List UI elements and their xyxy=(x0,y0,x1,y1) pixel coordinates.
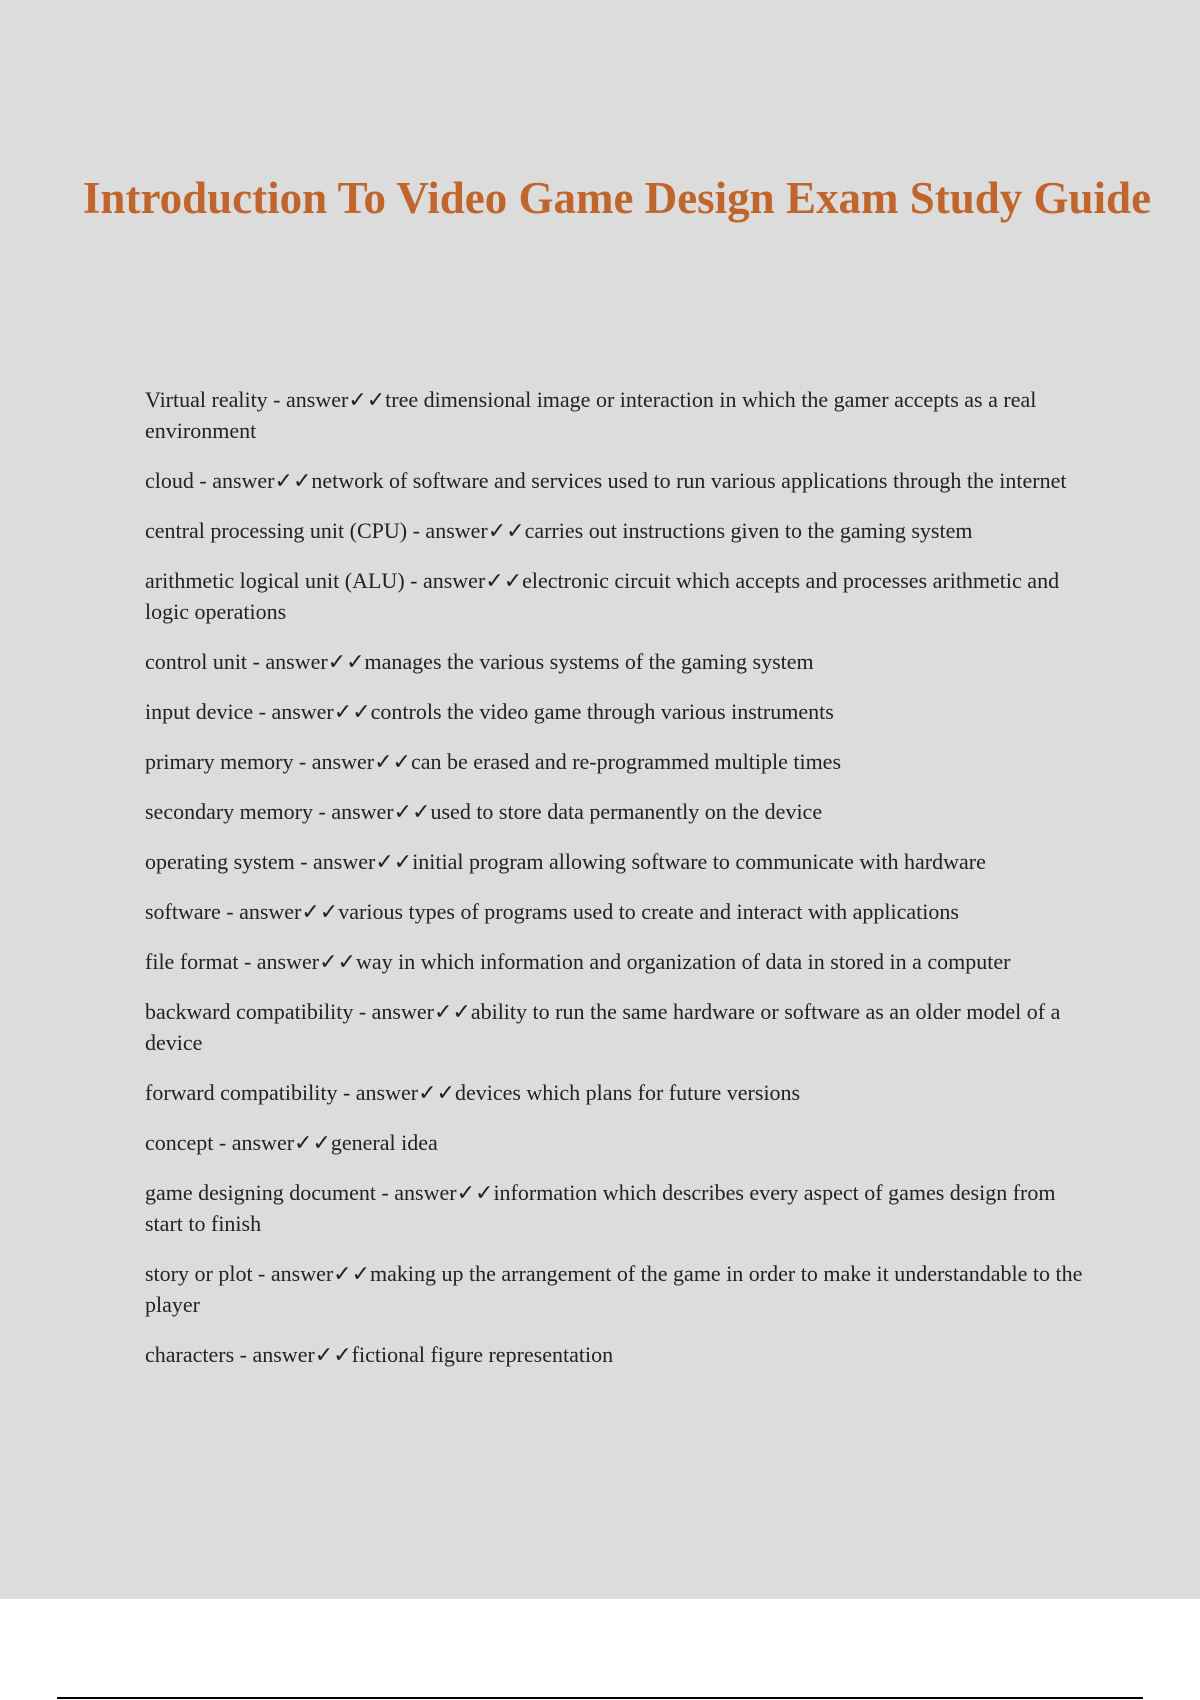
term-entry: arithmetic logical unit (ALU) - answer✓✓electronic circuit which accepts and processes arithmetic and logic operations xyxy=(145,568,1060,624)
term-entry: input device - answer✓✓controls the video game through various instruments xyxy=(145,699,834,724)
term-entry: file format - answer✓✓way in which information and organization of data in stored in a computer xyxy=(145,949,1011,974)
term-entry: secondary memory - answer✓✓used to store data permanently on the device xyxy=(145,799,823,824)
term-entry: game designing document - answer✓✓information which describes every aspect of games design from start to finish xyxy=(145,1180,1056,1236)
term-entry: concept - answer✓✓general idea xyxy=(145,1130,438,1155)
term-entry: control unit - answer✓✓manages the various systems of the gaming system xyxy=(145,649,814,674)
term-list xyxy=(145,384,1085,1389)
term-entry: Virtual reality - answer✓✓tree dimensional image or interaction in which the gamer accepts as a real environment xyxy=(145,387,1037,443)
term-entry: cloud - answer✓✓network of software and services used to run various applications through the internet xyxy=(145,468,1067,493)
term-entry: story or plot - answer✓✓making up the arrangement of the game in order to make it understandable to the player xyxy=(145,1261,1083,1317)
term-entry: operating system - answer✓✓initial program allowing software to communicate with hardware xyxy=(145,849,986,874)
term-entry: central processing unit (CPU) - answer✓✓carries out instructions given to the gaming system xyxy=(145,518,973,543)
term-entry: characters - answer✓✓fictional figure representation xyxy=(145,1342,614,1367)
term-entry: primary memory - answer✓✓can be erased and re-programmed multiple times xyxy=(145,749,842,774)
term-entry: software - answer✓✓various types of programs used to create and interact with applications xyxy=(145,899,959,924)
document-title: Introduction To Video Game Design Exam Study Guide xyxy=(82,173,1152,223)
term-entry: backward compatibility - answer✓✓ability to run the same hardware or software as an older model of a device xyxy=(145,999,1061,1055)
page-divider xyxy=(57,1697,1143,1699)
term-entry: forward compatibility - answer✓✓devices which plans for future versions xyxy=(145,1080,801,1105)
